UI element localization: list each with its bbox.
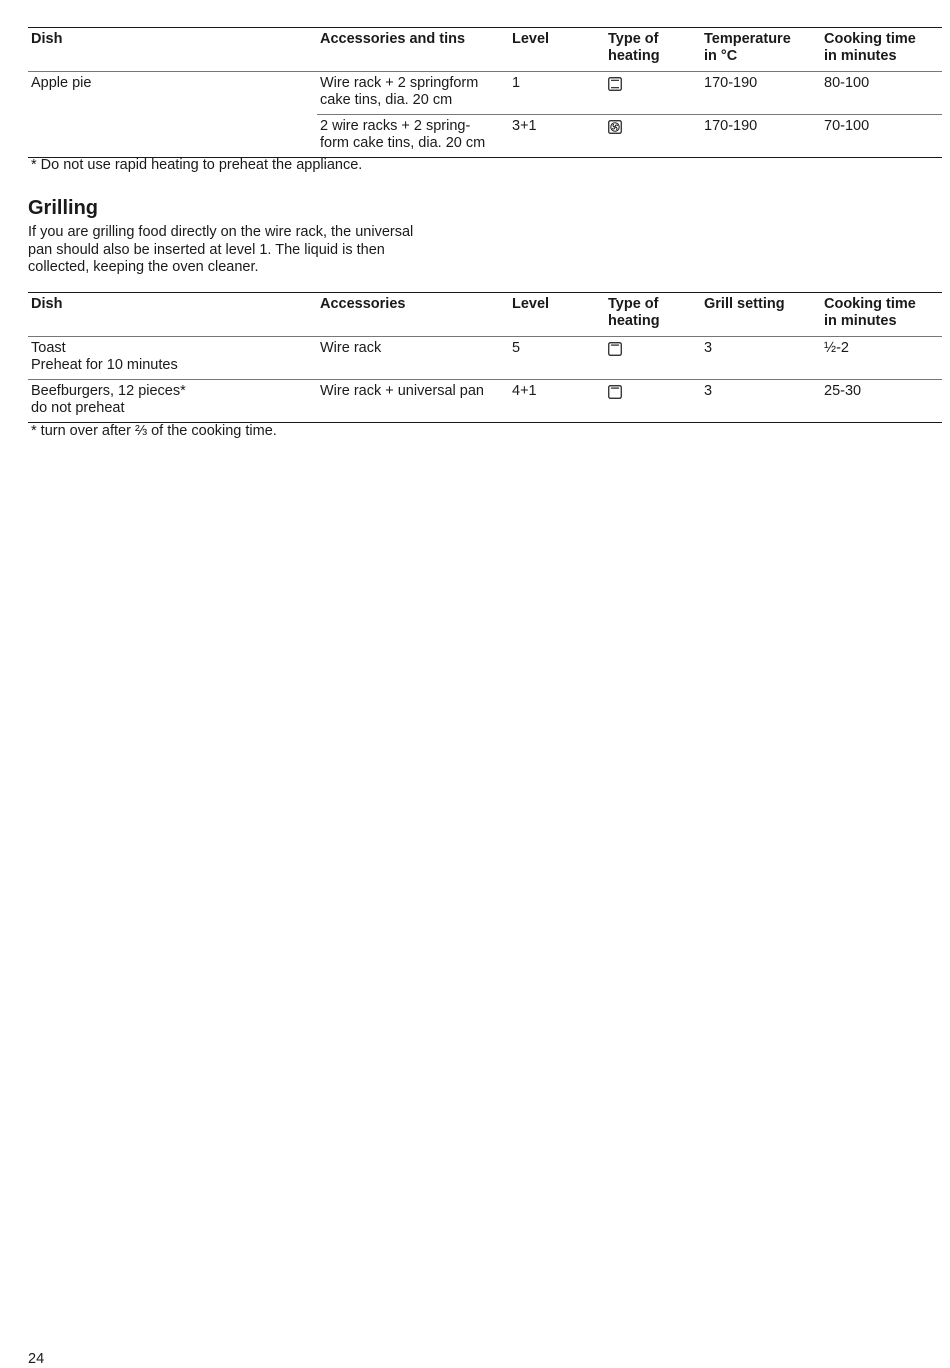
table-row <box>28 115 942 158</box>
col-header-grill-setting: Grill setting <box>704 296 785 312</box>
cell-accessories: Wire rack <box>317 337 509 380</box>
cell-heating <box>605 72 701 115</box>
col-header-heating: Type of heating <box>608 31 660 64</box>
table-row <box>28 380 942 423</box>
col-header-cooking-time: Cooking time in minutes <box>824 296 916 329</box>
cell-dish <box>28 115 317 158</box>
table-row <box>28 72 942 115</box>
cell-grill-setting: 3 <box>701 337 821 380</box>
hot-air-icon <box>608 120 622 134</box>
table2-footnote: * turn over after ⅔ of the cooking time. <box>31 423 277 439</box>
cell-heating <box>605 380 701 423</box>
cell-temperature: 170-190 <box>701 115 821 158</box>
cell-level: 4+1 <box>509 380 605 423</box>
table-row <box>28 337 942 380</box>
cell-level: 5 <box>509 337 605 380</box>
cell-cooking-time: 25-30 <box>821 380 942 423</box>
col-header-dish: Dish <box>31 296 63 312</box>
cell-heating <box>605 337 701 380</box>
col-header-temperature: Temperature in °C <box>704 31 791 64</box>
col-header-accessories: Accessories and tins <box>320 31 466 47</box>
col-header-level: Level <box>512 31 550 47</box>
cell-cooking-time: ½-2 <box>821 337 942 380</box>
top-bottom-heating-icon <box>608 77 622 91</box>
cell-accessories: 2 wire racks + 2 spring- form cake tins, dia. 20 cm <box>317 115 509 158</box>
grilling-table <box>28 292 942 423</box>
page-number: 24 <box>28 1351 45 1367</box>
grill-icon <box>608 385 622 399</box>
baking-table <box>28 27 942 158</box>
cell-grill-setting: 3 <box>701 380 821 423</box>
table1-footnote: * Do not use rapid heating to preheat the appliance. <box>31 157 363 173</box>
grilling-intro: If you are grilling food directly on the wire rack, the universal pan should also be inserted at level 1. The liquid is then collected, keeping the oven cleaner. <box>28 224 414 275</box>
cell-cooking-time: 70-100 <box>821 115 942 158</box>
col-header-level: Level <box>512 296 550 312</box>
grill-icon <box>608 342 622 356</box>
col-header-heating: Type of heating <box>608 296 660 329</box>
table-header-row <box>28 28 942 72</box>
cell-accessories: Wire rack + 2 springform cake tins, dia. 20 cm <box>317 72 509 115</box>
cell-dish: Toast Preheat for 10 minutes <box>28 337 317 380</box>
cell-temperature: 170-190 <box>701 72 821 115</box>
cell-dish: Beefburgers, 12 pieces* do not preheat <box>28 380 317 423</box>
col-header-dish: Dish <box>31 31 63 47</box>
cell-heating <box>605 115 701 158</box>
cell-level: 1 <box>509 72 605 115</box>
cell-accessories: Wire rack + universal pan <box>317 380 509 423</box>
cell-dish: Apple pie <box>31 75 92 91</box>
col-header-accessories: Accessories <box>320 296 406 312</box>
cell-cooking-time: 80-100 <box>821 72 942 115</box>
table-header-row <box>28 293 942 337</box>
col-header-cooking-time: Cooking time in minutes <box>824 31 916 64</box>
section-title-grilling: Grilling <box>28 197 98 219</box>
cell-level: 3+1 <box>509 115 605 158</box>
